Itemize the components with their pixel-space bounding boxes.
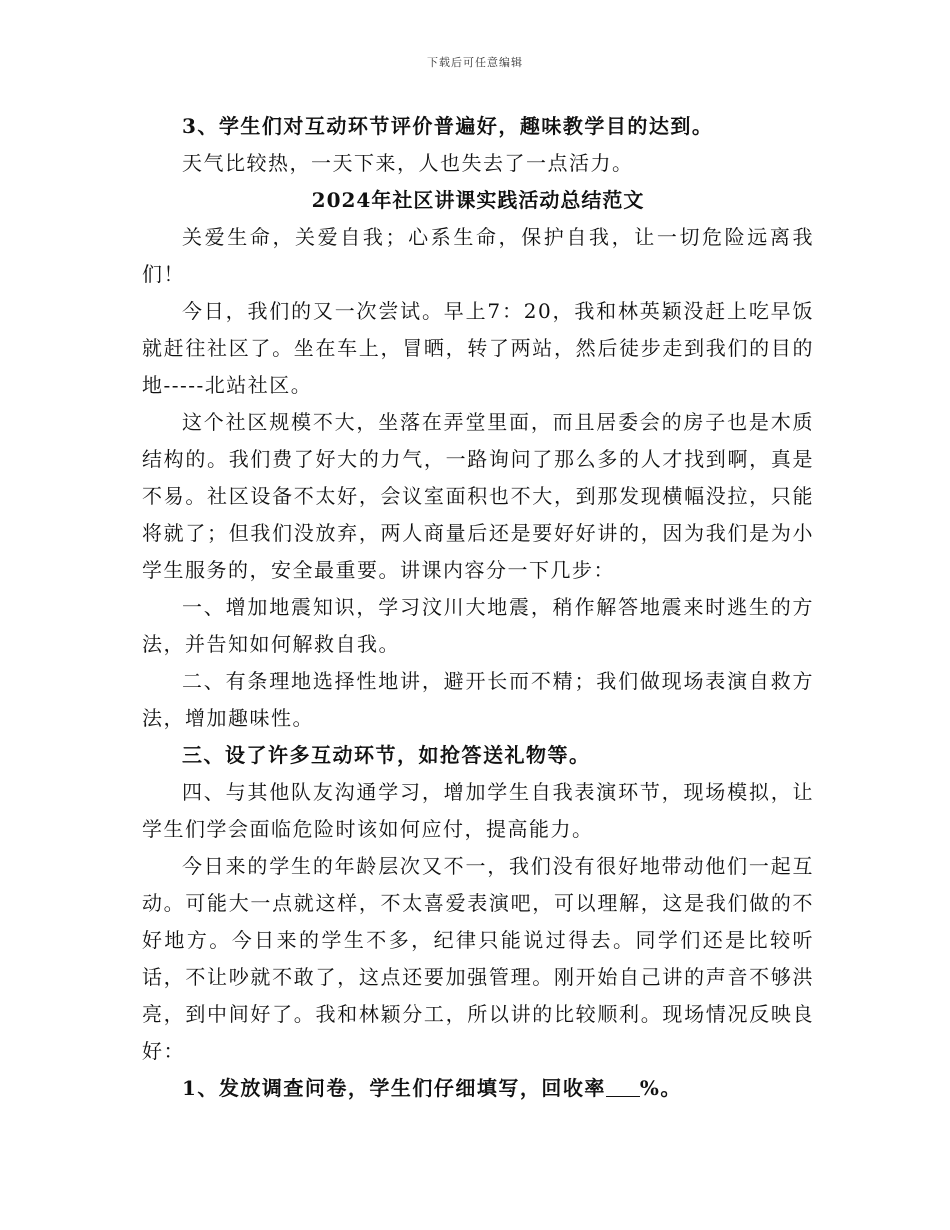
document-title: 2024年社区讲课实践活动总结范文	[311, 188, 645, 212]
paragraph-slogan: 关爱生命，关爱自我；心系生命，保护自我，让一切危险远离我们！	[142, 225, 814, 286]
survey-percent: %。	[639, 1076, 682, 1100]
paragraph-evaluation: 3、学生们对互动环节评价普遍好，趣味教学目的达到。	[182, 114, 714, 138]
paragraph-step-two: 二、有条理地选择性地讲，避开长而不精；我们做现场表演自救方法，增加趣味性。	[142, 669, 814, 730]
paragraph-step-one: 一、增加地震知识，学习汶川大地震，稍作解答地震来时逃生的方法，并告知如何解救自我。	[142, 595, 814, 656]
paragraph-step-three: 三、设了许多互动环节，如抢答送礼物等。	[182, 743, 591, 767]
paragraph-weather: 天气比较热，一天下来，人也失去了一点活力。	[182, 151, 634, 175]
paragraph-reflection: 今日来的学生的年龄层次又不一，我们没有很好地带动他们一起互动。可能大一点就这样，不太喜爱表演吧，可以理解，这是我们做的不好地方。今日来的学生不多，纪律只能说过得去。同学们还是比较听话，不让吵就不敢了，这点还要加强管理。刚开始自己讲的声音不够洪亮，到中间好了。我和林颖分工，所以讲的比较顺利。现场情况反映良好：	[142, 854, 814, 1063]
fill-in-blank	[606, 1076, 640, 1097]
paragraph-community: 这个社区规模不大，坐落在弄堂里面，而且居委会的房子也是木质结构的。我们费了好大的力气，一路询问了那么多的人才找到啊，真是不易。社区设备不太好，会议室面积也不大，到那发现横幅没拉，只能将就了；但我们没放弃，两人商量后还是要好好讲的，因为我们是为小学生服务的，安全最重要。讲课内容分一下几步：	[142, 410, 814, 582]
document-body	[142, 108, 814, 1107]
paragraph-survey	[142, 1070, 814, 1107]
page-header-note: 下载后可任意编辑	[427, 56, 523, 69]
survey-text: 1、发放调查问卷，学生们仔细填写，回收率	[182, 1076, 606, 1100]
paragraph-step-four: 四、与其他队友沟通学习，增加学生自我表演环节，现场模拟，让学生们学会面临危险时该如何应付，提高能力。	[142, 780, 814, 841]
paragraph-journey: 今日，我们的又一次尝试。早上7：20，我和林英颖没赶上吃早饭就赶往社区了。坐在车上，冒晒，转了两站，然后徒步走到我们的目的地-----北站社区。	[142, 299, 814, 397]
